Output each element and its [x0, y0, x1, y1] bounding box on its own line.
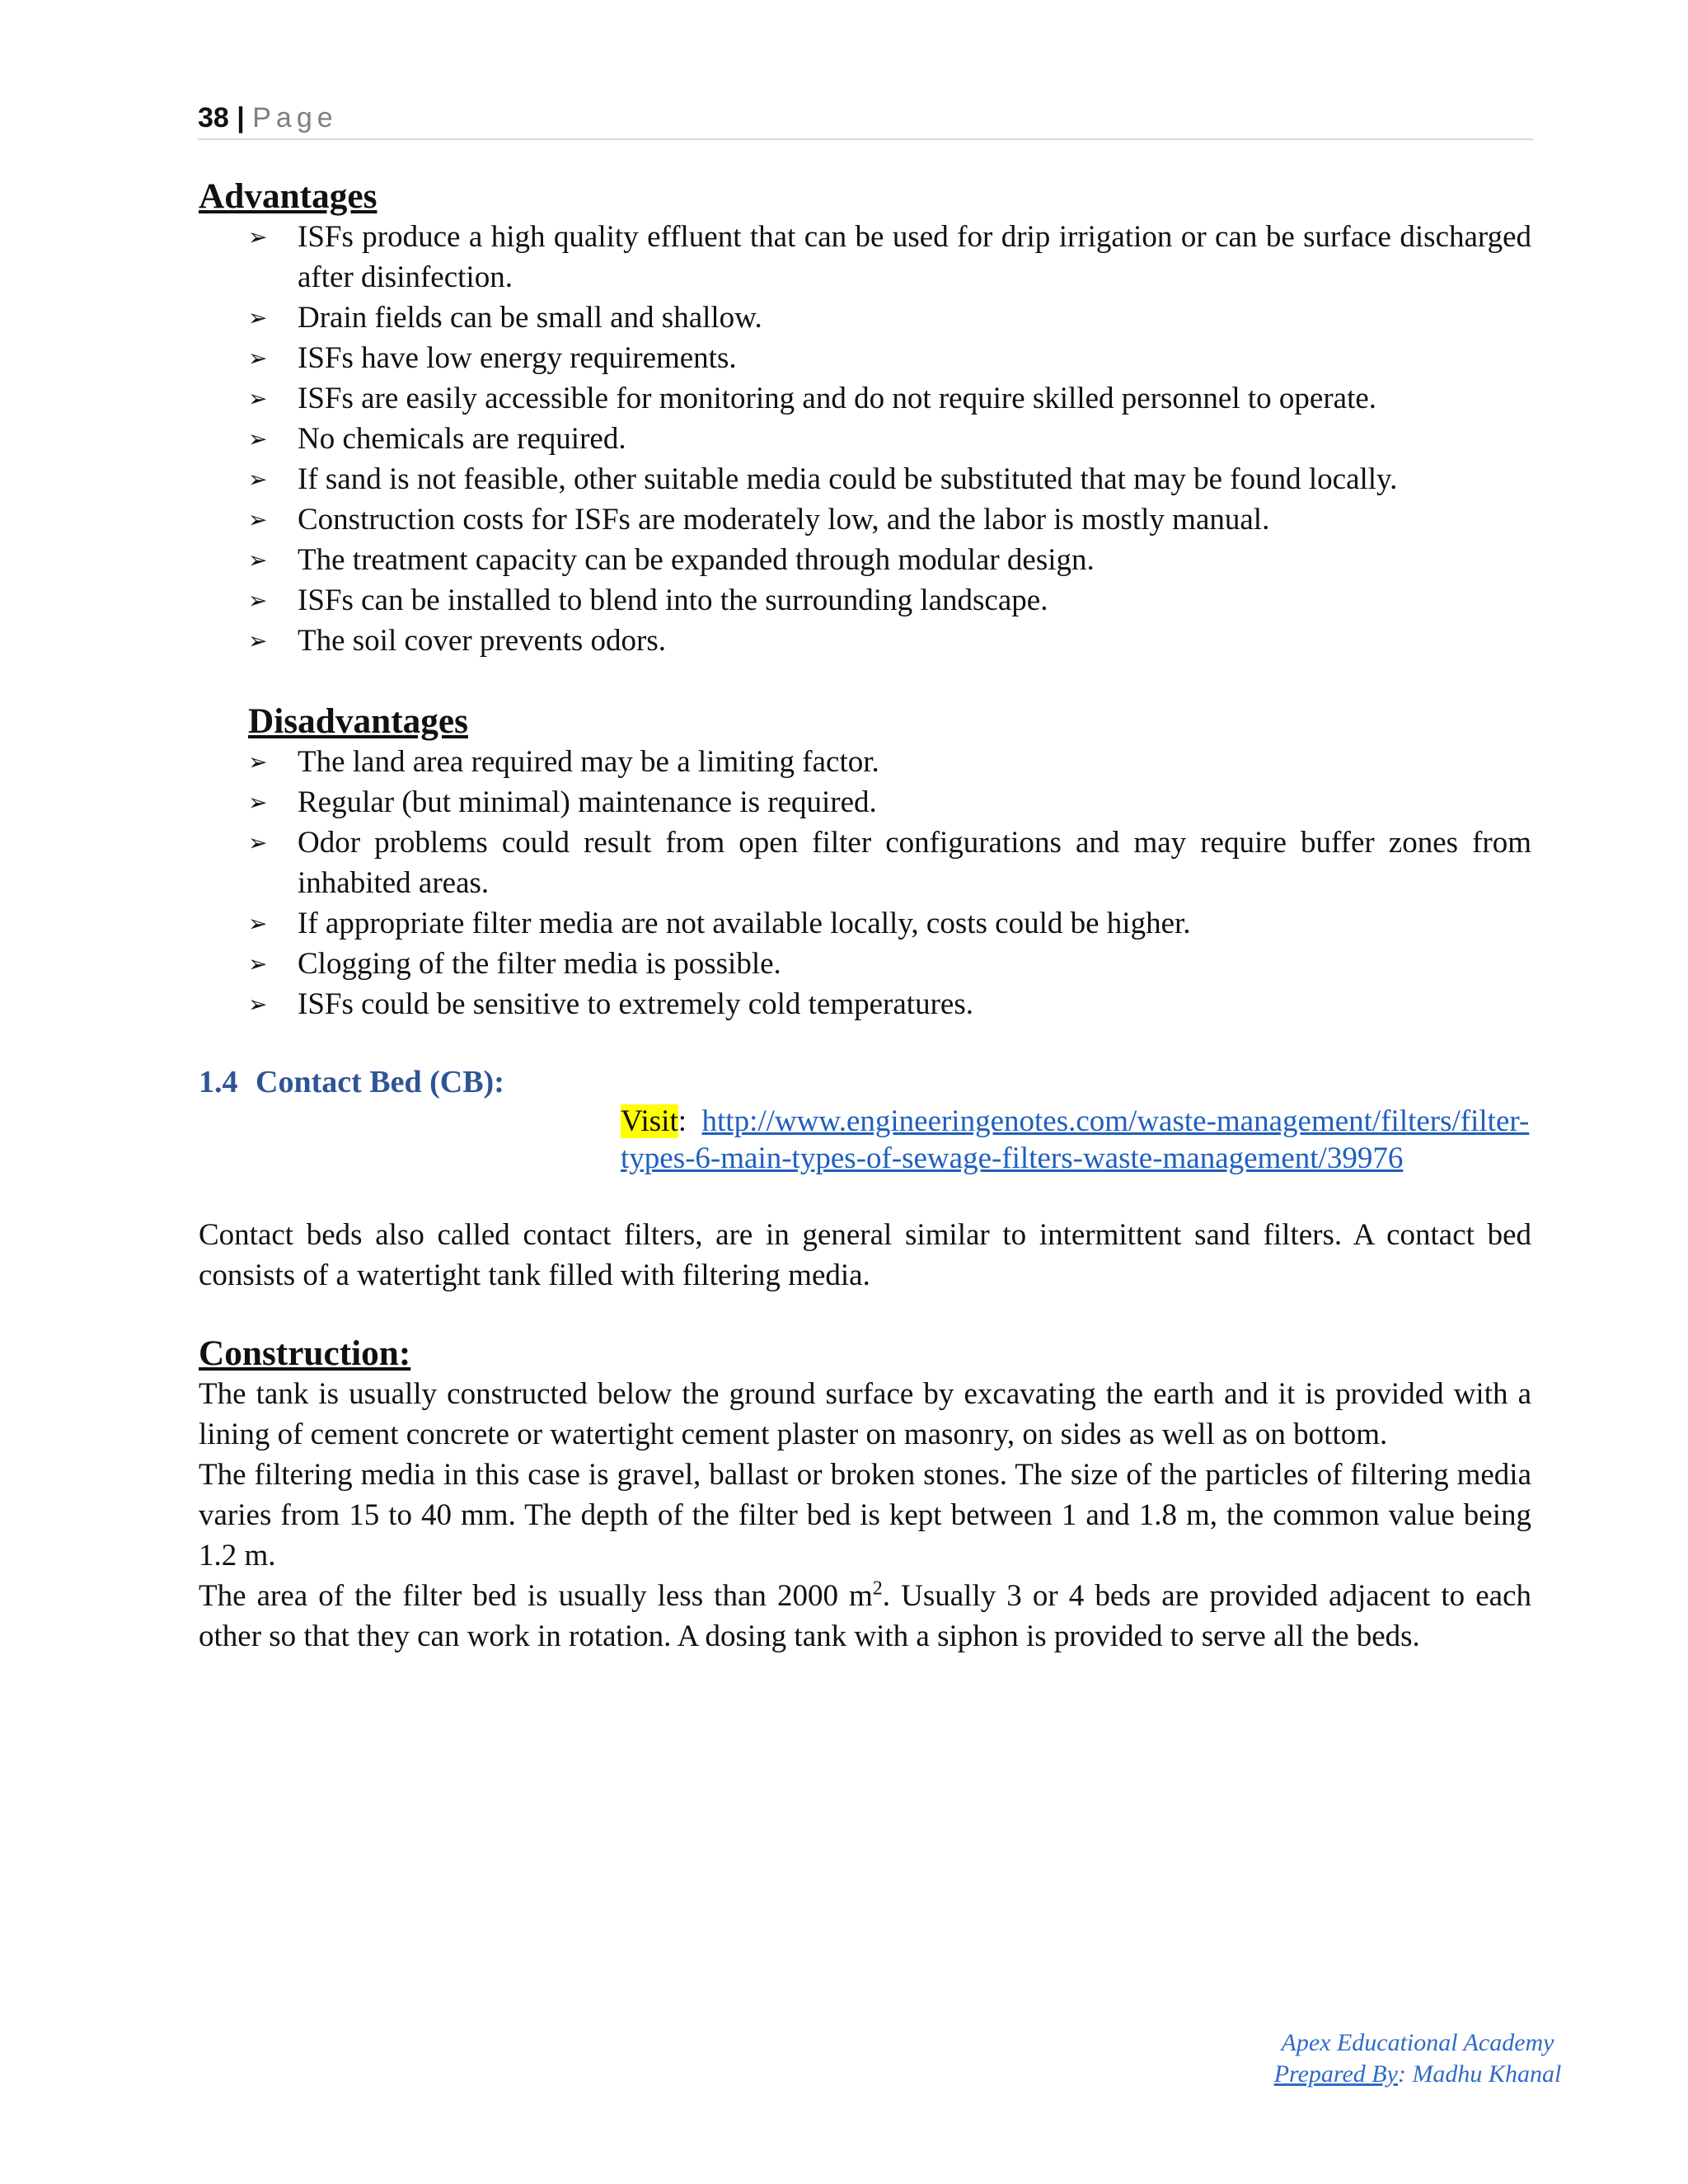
header-separator: |: [237, 102, 245, 134]
visit-colon: :: [678, 1104, 687, 1138]
arrowhead-bullet-icon: ➢: [248, 789, 268, 816]
disadvantage-item: [248, 944, 1531, 984]
advantage-item-text: The soil cover prevents odors.: [298, 624, 666, 658]
arrowhead-bullet-icon: ➢: [248, 304, 268, 331]
arrowhead-bullet-icon: ➢: [248, 748, 268, 776]
arrowhead-bullet-icon: ➢: [248, 385, 268, 412]
advantage-item-text: If sand is not feasible, other suitable media could be substituted that may be found locally.: [298, 462, 1398, 496]
advantage-item-text: Construction costs for ISFs are moderately low, and the labor is mostly manual.: [298, 503, 1270, 537]
arrowhead-bullet-icon: ➢: [248, 950, 268, 977]
advantage-item: [248, 419, 1531, 459]
disadvantage-item-text: Odor problems could result from open filter configurations and may require buffer zones from inhabited areas.: [298, 826, 1531, 900]
construction-p3-start: The area of the filter bed is usually less than 2000 m: [199, 1579, 873, 1613]
footer-academy: Apex Educational Academy: [1281, 2029, 1554, 2056]
superscript-2: 2: [872, 1577, 883, 1600]
disadvantage-item-text: The land area required may be a limiting factor.: [298, 745, 879, 779]
advantages-heading: Advantages: [199, 176, 377, 216]
advantage-item-text: The treatment capacity can be expanded through modular design.: [298, 543, 1095, 577]
disadvantages-list: [199, 742, 1531, 1024]
reference-link[interactable]: http://www.engineeringenotes.com/waste-management/filters/filter-types-6-main-types-of-sewage-filters-waste-management/39976: [621, 1104, 1530, 1175]
arrowhead-bullet-icon: ➢: [248, 587, 268, 614]
advantage-item-text: Drain fields can be small and shallow.: [298, 301, 762, 335]
disadvantage-item-text: Clogging of the filter media is possible.: [298, 947, 781, 981]
arrowhead-bullet-icon: ➢: [248, 910, 268, 937]
advantage-item: [248, 378, 1531, 419]
arrowhead-bullet-icon: ➢: [248, 344, 268, 372]
advantage-item-text: ISFs have low energy requirements.: [298, 341, 737, 375]
page-header: [198, 97, 1533, 140]
footer-prepared-label: Prepared By: [1273, 2060, 1398, 2088]
construction-paragraph-3: [199, 1576, 1531, 1657]
advantage-item: [248, 621, 1531, 661]
advantage-item: [248, 499, 1531, 540]
section-number: 1.4: [199, 1065, 238, 1099]
advantage-item-text: No chemicals are required.: [298, 422, 626, 456]
construction-paragraph-1: The tank is usually constructed below the ground surface by excavating the earth and it is provided with a lining of cement concrete or watertight cement plaster on masonry, on sides as well as on bottom.: [199, 1377, 1531, 1451]
disadvantage-item: [248, 823, 1531, 903]
disadvantage-item: [248, 984, 1531, 1024]
page-word: Page: [252, 102, 338, 134]
disadvantage-item: [248, 742, 1531, 782]
arrowhead-bullet-icon: ➢: [248, 425, 268, 452]
advantage-item: [248, 540, 1531, 580]
disadvantage-item-text: If appropriate filter media are not available locally, costs could be higher.: [298, 907, 1191, 940]
intro-paragraph: Contact beds also called contact filters, are in general similar to intermittent sand filters. A contact bed consists of a watertight tank filled with filtering media.: [199, 1218, 1531, 1292]
page-number: 38: [198, 102, 229, 134]
arrowhead-bullet-icon: ➢: [248, 466, 268, 493]
arrowhead-bullet-icon: ➢: [248, 506, 268, 533]
section-title: Contact Bed (CB):: [256, 1065, 504, 1099]
arrowhead-bullet-icon: ➢: [248, 627, 268, 654]
arrowhead-bullet-icon: ➢: [248, 546, 268, 574]
disadvantage-item-text: Regular (but minimal) maintenance is required.: [298, 785, 877, 819]
section-heading: [199, 1062, 1531, 1103]
arrowhead-bullet-icon: ➢: [248, 991, 268, 1018]
advantage-item-text: ISFs are easily accessible for monitoring and do not require skilled personnel to operate.: [298, 382, 1377, 415]
disadvantage-item: [248, 903, 1531, 944]
page-footer: [1253, 2027, 1582, 2090]
advantage-item: [248, 298, 1531, 338]
construction-p3-end: . Usually 3 or 4 beds are provided adjacent to each other so that they can work in rotation. A dosing tank with a siphon is provided to serve all the beds.: [199, 1579, 1531, 1653]
disadvantage-item: [248, 782, 1531, 823]
construction-paragraph-2: The filtering media in this case is gravel, ballast or broken stones. The size of the particles of filtering media varies from 15 to 40 mm. The depth of the filter bed is kept between 1 and 1.8 m, the common value being 1.2 m.: [199, 1458, 1531, 1572]
page-content: [199, 176, 1531, 1657]
disadvantages-heading: Disadvantages: [248, 701, 468, 741]
advantage-item: [248, 459, 1531, 499]
construction-heading: Construction:: [199, 1333, 411, 1373]
visit-reference: [199, 1103, 1531, 1177]
advantage-item-text: ISFs produce a high quality effluent that can be used for drip irrigation or can be surface discharged after disinfection.: [298, 220, 1531, 294]
visit-label: Visit: [621, 1104, 678, 1138]
advantage-item: [248, 580, 1531, 621]
advantage-item-text: ISFs can be installed to blend into the surrounding landscape.: [298, 583, 1048, 617]
advantage-item: [248, 338, 1531, 378]
disadvantage-item-text: ISFs could be sensitive to extremely cold temperatures.: [298, 987, 973, 1021]
advantages-list: [199, 217, 1531, 661]
footer-prepared: [1253, 2059, 1582, 2090]
arrowhead-bullet-icon: ➢: [248, 223, 268, 251]
advantage-item: [248, 217, 1531, 298]
arrowhead-bullet-icon: ➢: [248, 829, 268, 856]
footer-author: : Madhu Khanal: [1397, 2060, 1562, 2088]
